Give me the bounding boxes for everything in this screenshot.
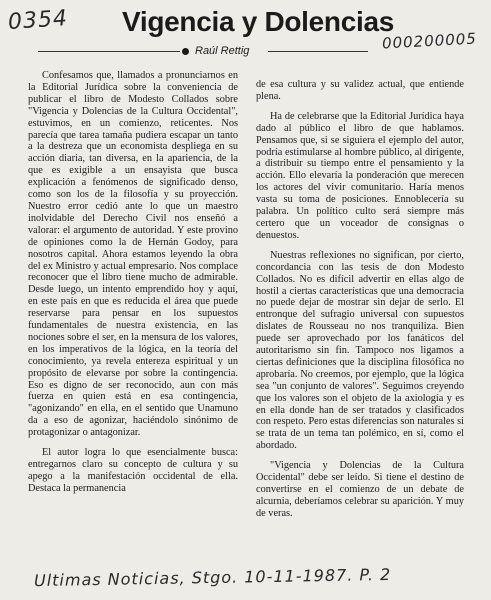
paragraph: de esa cultura y su validez actual, que entiende plena. (256, 79, 464, 102)
paragraph: "Vigencia y Dolencias de la Cultura Occidental" debe ser leído. Si tiene el destino de convertirse en el comienzo de un debate de alcurnia, deberíamos celebrar su aparición. Y muy de veras. (256, 460, 464, 519)
handwritten-document-code: 000200005 (381, 29, 478, 53)
paragraph: Confesamos que, llamados a pronunciarnos en la Editorial Jurídica sobre la conveniencia de publicar el libro de Modesto Collados sobre "Vigencia y Dolencias de la Cultura Occidental", estuvimos, en un comienzo, reticentes. Nos parecía que tarea tamaña pudiera escapar un tanto a la destreza que un economista despliega en su acción diaria, tan diversa, en la apariencia, de la que es exigible a un ensayista que busca explicación a fenómenos de significado denso, como son los de la filosofía y su proyección. Nuestro error cedió ante lo que un maestro inolvidable del Derecho Civil nos enseñó a valorar: el argumento de autoridad. Y este provino de opiniones como la de Hernán Godoy, para nosotros capital. Ahora estamos leyendo la obra del ex Ministro y actual empresario. Nos complace reconocer que el libro tiene mucho de admirable. Desde luego, un intento emprendido hoy y aquí, en este país en que es reducida el área que puede reservarse para pensar en los supuestos fundamentales de nuestra existencia, en las nociones sobre el ser, en la mensura de los valores, en los imperativos de la lógica, en la teoría del conocimiento, ya revela entereza espiritual y un propósito de elevarse por sobre la contingencia. Eso es digno de ser reconocido, aun con más fuerza en quien está en esa contingencia, "agonizando" en ella, en el sentido que Unamuno da a eso de agonizar, haciéndolo sinónimo de protagonizar o antagonizar. (28, 70, 238, 439)
author-name: Raúl Rettig (195, 45, 250, 57)
byline (182, 45, 249, 57)
article-title: Vigencia y Dolencias (121, 6, 395, 37)
paragraph: Nuestras reflexiones no significan, por cierto, concordancia con las tesis de don Modesto Collados. No es difícil advertir en ellas algo de hostil a ciertas características que una democracia no puede dejar de mostrar sin dejar de serlo. El entronque del sufragio universal con supuestos dislates de Rousseau no nos tranquiliza. Bien puede ser aprovechado por los fanáticos del autoritarismo sin fin. Tampoco nos ligamos a ciertas definiciones que la disciplina filosófica no aprobaría. No creemos, por ejemplo, que la lógica sea "un conjunto de valores". Seguimos creyendo que los valores son el objeto de la axiología y es en ella donde han de ser tratados y clasificados con respeto. Pero estas diferencias son naturales si se trata de un tema tan polémico, en sí, como el abordado. (256, 249, 464, 452)
article-column-right (256, 79, 464, 520)
handwritten-source-note: Ultimas Noticias, Stgo. 10-11-1987. P. 2 (33, 564, 392, 591)
byline-bullet-icon (182, 48, 189, 55)
handwritten-archive-number: 0354 (7, 5, 69, 36)
byline-rule-right (268, 51, 368, 52)
byline-rule-left (38, 51, 180, 52)
article-column-left (28, 70, 238, 495)
paragraph: Ha de celebrarse que la Editorial Jurídica haya dado al público el libro de que hablamos. Pensamos que, si se siguiera el ejemplo del autor, podría estimularse al hombre público, al dirigente, a distribuir su tiempo entre el pensamiento y la acción. Ello elevaría la ponderación que merecen los actores del vivir comunitario. Haría menos vasta su toma de posiciones. Ennoblecería su palabra. Un político culto será siempre más certero que un voceador de consignas o denuestos. (256, 110, 464, 241)
paragraph: El autor logra lo que esencialmente busca: entregarnos claro su concepto de cultura y su apego a la manifestación occidental de ella. Destaca la permanencia (28, 447, 238, 494)
